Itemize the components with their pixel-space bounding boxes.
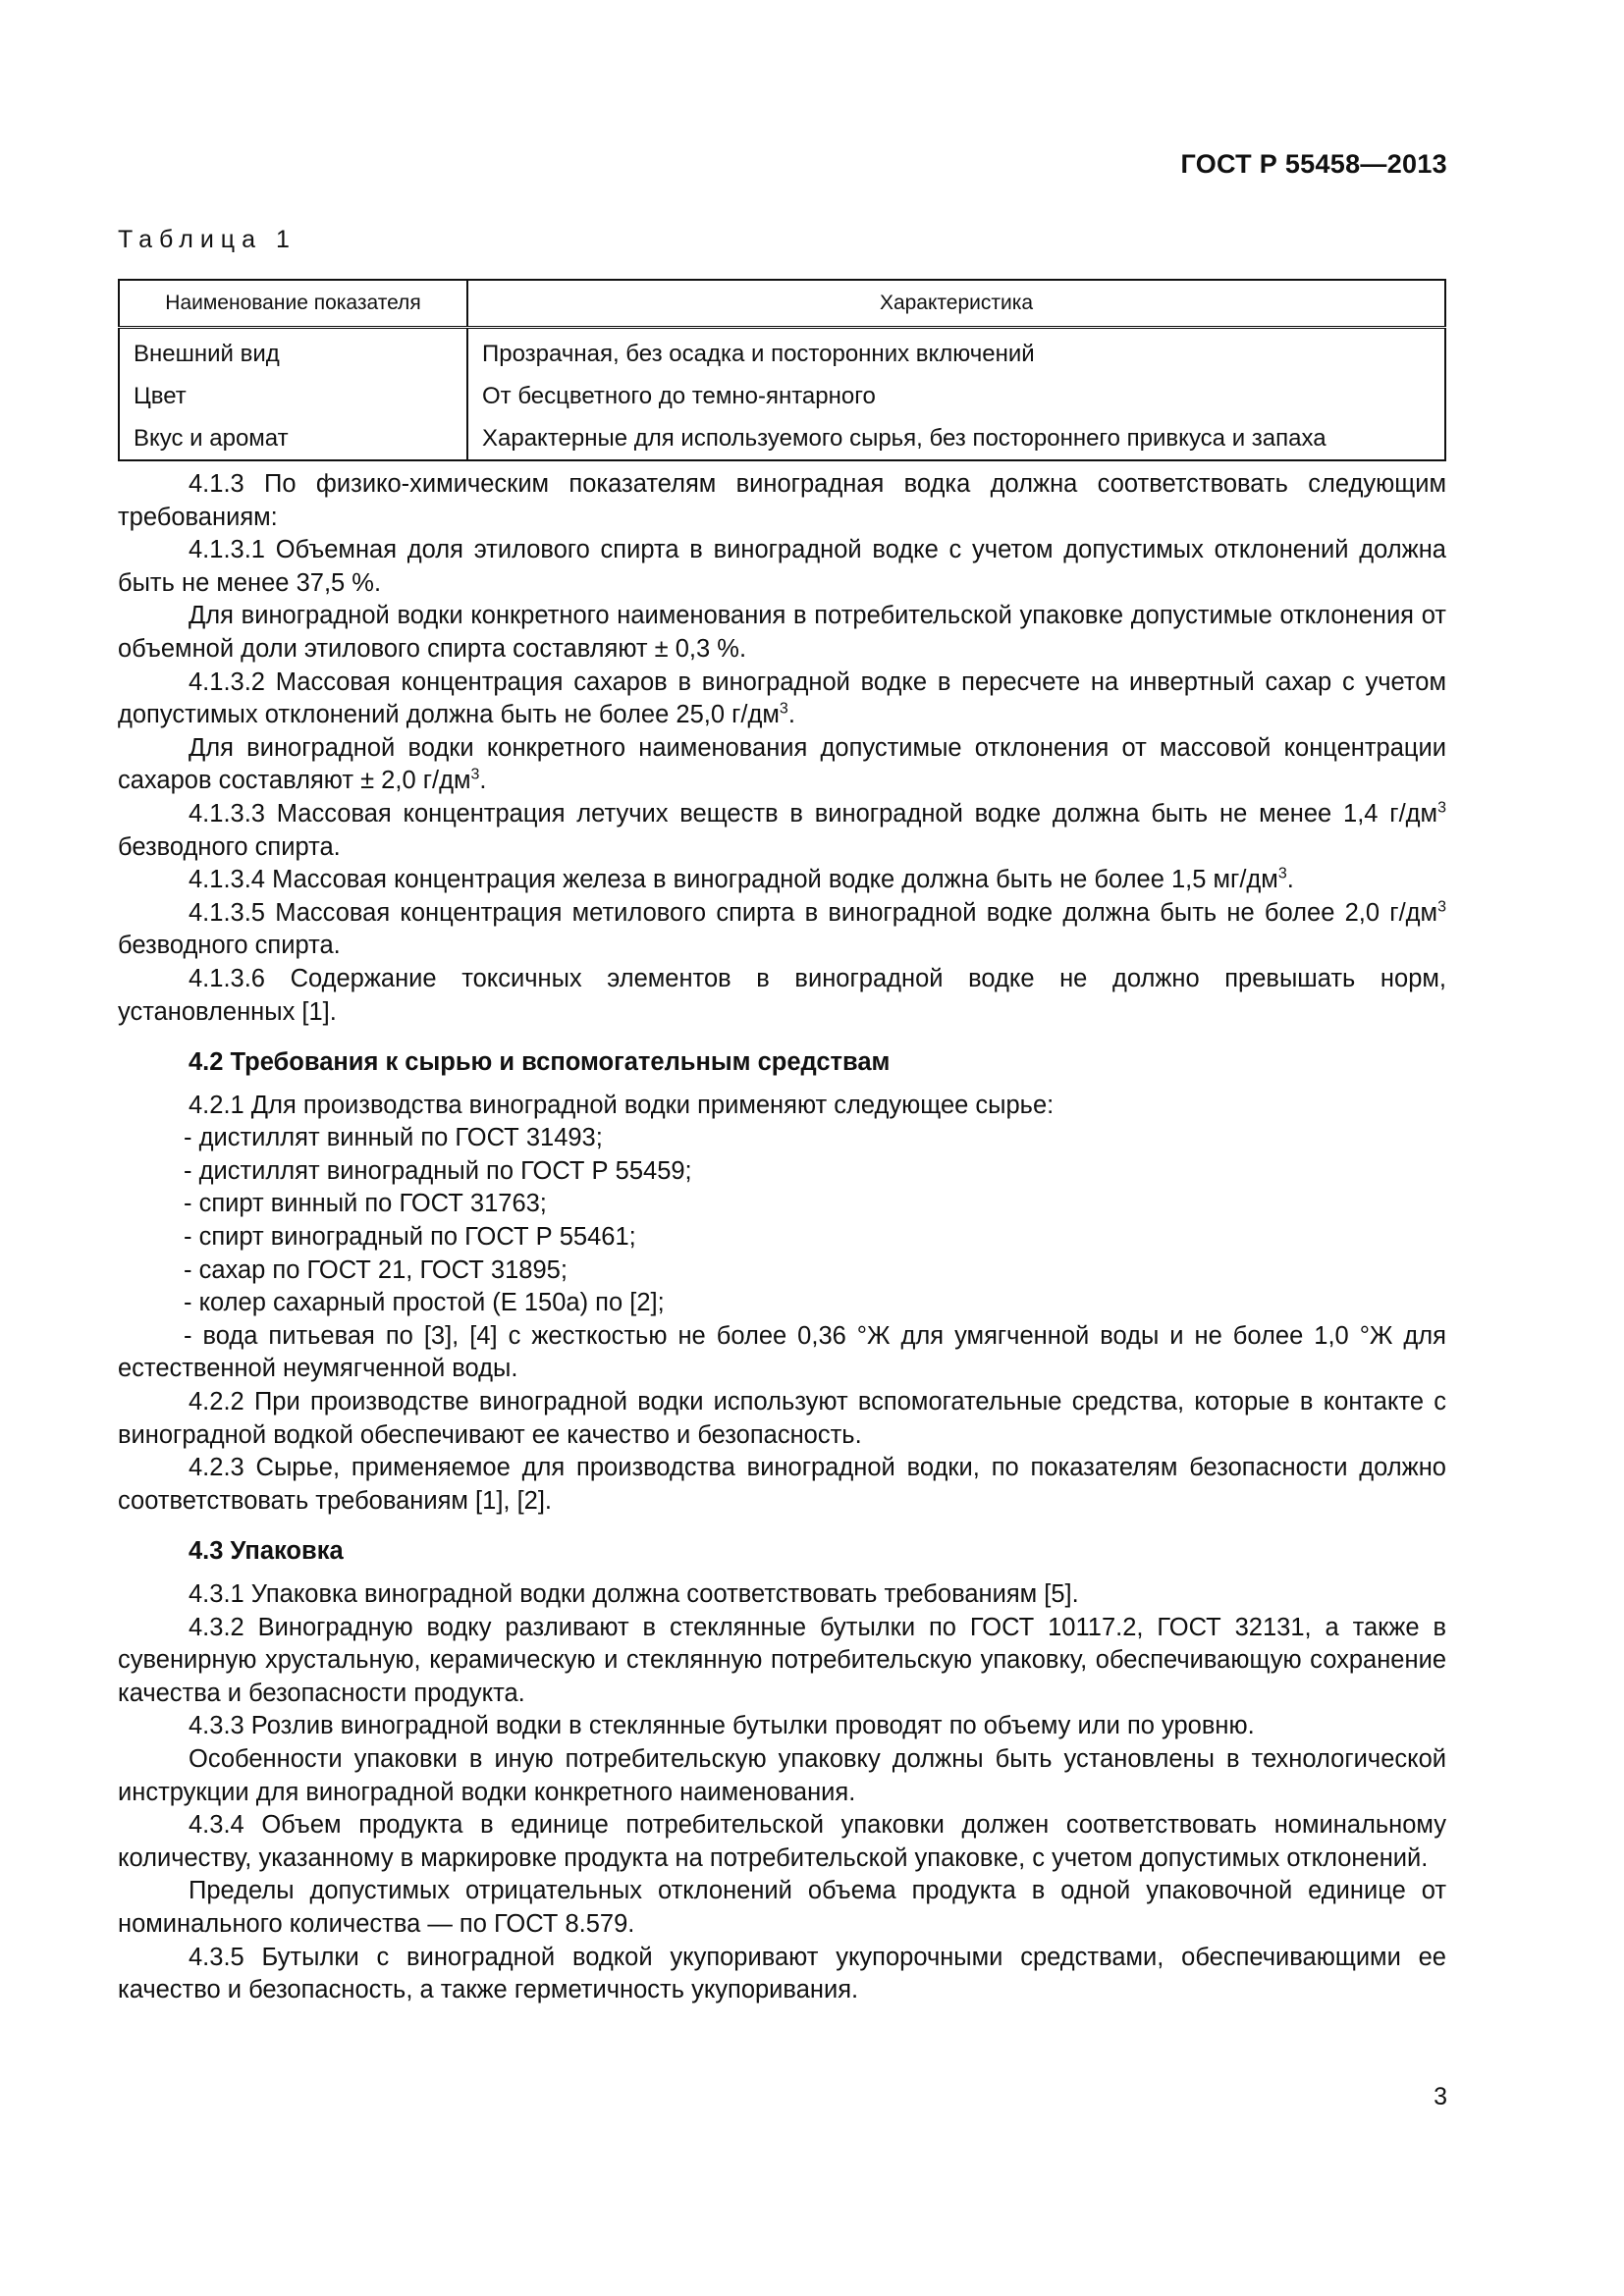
list-item: - вода питьевая по [3], [4] с жесткостью не более 0,36 °Ж для умягченной воды и не более 1,0 °Ж для естественной неумягченной воды. xyxy=(118,1321,1446,1383)
section-heading: 4.3 Упаковка xyxy=(189,1537,344,1566)
paragraph: 4.1.3.6 Содержание токсичных элементов в виноградной водке не должно превышать норм, установленных [1]. xyxy=(118,964,1446,1026)
list-item: - сахар по ГОСТ 21, ГОСТ 31895; xyxy=(184,1255,568,1284)
document-body xyxy=(118,468,1446,2007)
paragraph: 4.1.3.2 Массовая концентрация сахаров в виноградной водке в пересчете на инвертный сахар с учетом допустимых отклонений должна быть не более 25,0 $г/дм^3$. xyxy=(118,667,1446,729)
table-row xyxy=(119,417,1445,460)
table-1 xyxy=(118,279,1446,461)
table-cell: Цвет xyxy=(119,375,467,417)
list-item: - дистиллят виноградный по ГОСТ Р 55459; xyxy=(184,1156,692,1185)
paragraph: 4.3.3 Розлив виноградной водки в стеклянные бутылки проводят по объему или по уровню. xyxy=(189,1712,1255,1740)
paragraph: Для виноградной водки конкретного наименования в потребительской упаковке допустимые отклонения от объемной доли этилового спирта составляют ± 0,3 %. xyxy=(118,602,1446,663)
paragraph: Особенности упаковки в иную потребительскую упаковку должны быть установлены в технологической инструкции для виноградной водки конкретного наименования. xyxy=(118,1744,1446,1806)
section-heading: 4.2 Требования к сырью и вспомогательным средствам xyxy=(189,1048,891,1077)
paragraph: 4.2.1 Для производства виноградной водки применяют следующее сырье: xyxy=(189,1091,1055,1119)
table-cell: Вкус и аромат xyxy=(119,417,467,460)
paragraph: Пределы допустимых отрицательных отклонений объема продукта в одной упаковочной единице от номинального количества — по ГОСТ 8.579. xyxy=(118,1877,1446,1938)
paragraph: 4.3.1 Упаковка виноградной водки должна соответствовать требованиям [5]. xyxy=(189,1580,1079,1608)
document-code: ГОСТ Р 55458—2013 xyxy=(1180,149,1447,179)
table-cell: Характерные для используемого сырья, без постороннего привкуса и запаха xyxy=(467,417,1445,460)
table-header-indicator: Наименование показателя xyxy=(119,280,467,328)
paragraph: Для виноградной водки конкретного наименования допустимые отклонения от массовой концентрации сахаров составляют ± 2,0 $г/дм^3$. xyxy=(118,733,1446,795)
table-row xyxy=(119,375,1445,417)
list-item: - спирт винный по ГОСТ 31763; xyxy=(184,1190,547,1218)
table-header-row xyxy=(119,280,1445,328)
table-cell: Прозрачная, без осадка и посторонних включений xyxy=(467,328,1445,376)
paragraph: 4.1.3.3 Массовая концентрация летучих веществ в виноградной водке должна быть не менее 1,4 $г/дм^3$ безводного спирта. xyxy=(118,799,1446,861)
page-number: 3 xyxy=(1434,2083,1447,2110)
table-cell: Внешний вид xyxy=(119,328,467,376)
paragraph: 4.3.5 Бутылки с виноградной водкой укупоривают укупорочными средствами, обеспечивающими ее качество и безопасность, а также герметичность укупоривания. xyxy=(118,1943,1446,2004)
table-row xyxy=(119,328,1445,376)
paragraph: 4.3.4 Объем продукта в единице потребительской упаковки должен соответствовать номинальному количеству, указанному в маркировке продукта на потребительской упаковке, с учетом допустимых отклонений. xyxy=(118,1811,1446,1872)
table-cell: От бесцветного до темно-янтарного xyxy=(467,375,1445,417)
paragraph: 4.2.3 Сырье, применяемое для производства виноградной водки, по показателям безопасности должно соответствовать требованиям [1], [2]. xyxy=(118,1454,1446,1515)
list-item: - колер сахарный простой (Е 150а) по [2]; xyxy=(184,1289,665,1317)
list-item: - спирт виноградный по ГОСТ Р 55461; xyxy=(184,1223,636,1252)
table-header-characteristic: Характеристика xyxy=(467,280,1445,328)
table-caption: Таблица 1 xyxy=(118,226,297,253)
paragraph: 4.1.3 По физико-химическим показателям виноградная водка должна соответствовать следующим требованиям: xyxy=(118,470,1446,531)
list-item: - дистиллят винный по ГОСТ 31493; xyxy=(184,1124,603,1152)
paragraph: 4.1.3.1 Объемная доля этилового спирта в виноградной водке с учетом допустимых отклонений должна быть не менее 37,5 %. xyxy=(118,536,1446,597)
paragraph: 4.1.3.4 Массовая концентрация железа в виноградной водке должна быть не более 1,5 $мг/дм^3$. xyxy=(189,865,1294,894)
paragraph: 4.1.3.5 Массовая концентрация метилового спирта в виноградной водке должна быть не более 2,0 $г/дм^3$ безводного спирта. xyxy=(118,898,1446,960)
paragraph: 4.3.2 Виноградную водку разливают в стеклянные бутылки по ГОСТ 10117.2, ГОСТ 32131, а также в сувенирную хрустальную, керамическую и стеклянную потребительскую упаковку, обеспечивающую сохранение качества и безопасности продукта. xyxy=(118,1613,1446,1707)
paragraph: 4.2.2 При производстве виноградной водки используют вспомогательные средства, которые в контакте с виноградной водкой обеспечивают ее качество и безопасность. xyxy=(118,1388,1446,1449)
